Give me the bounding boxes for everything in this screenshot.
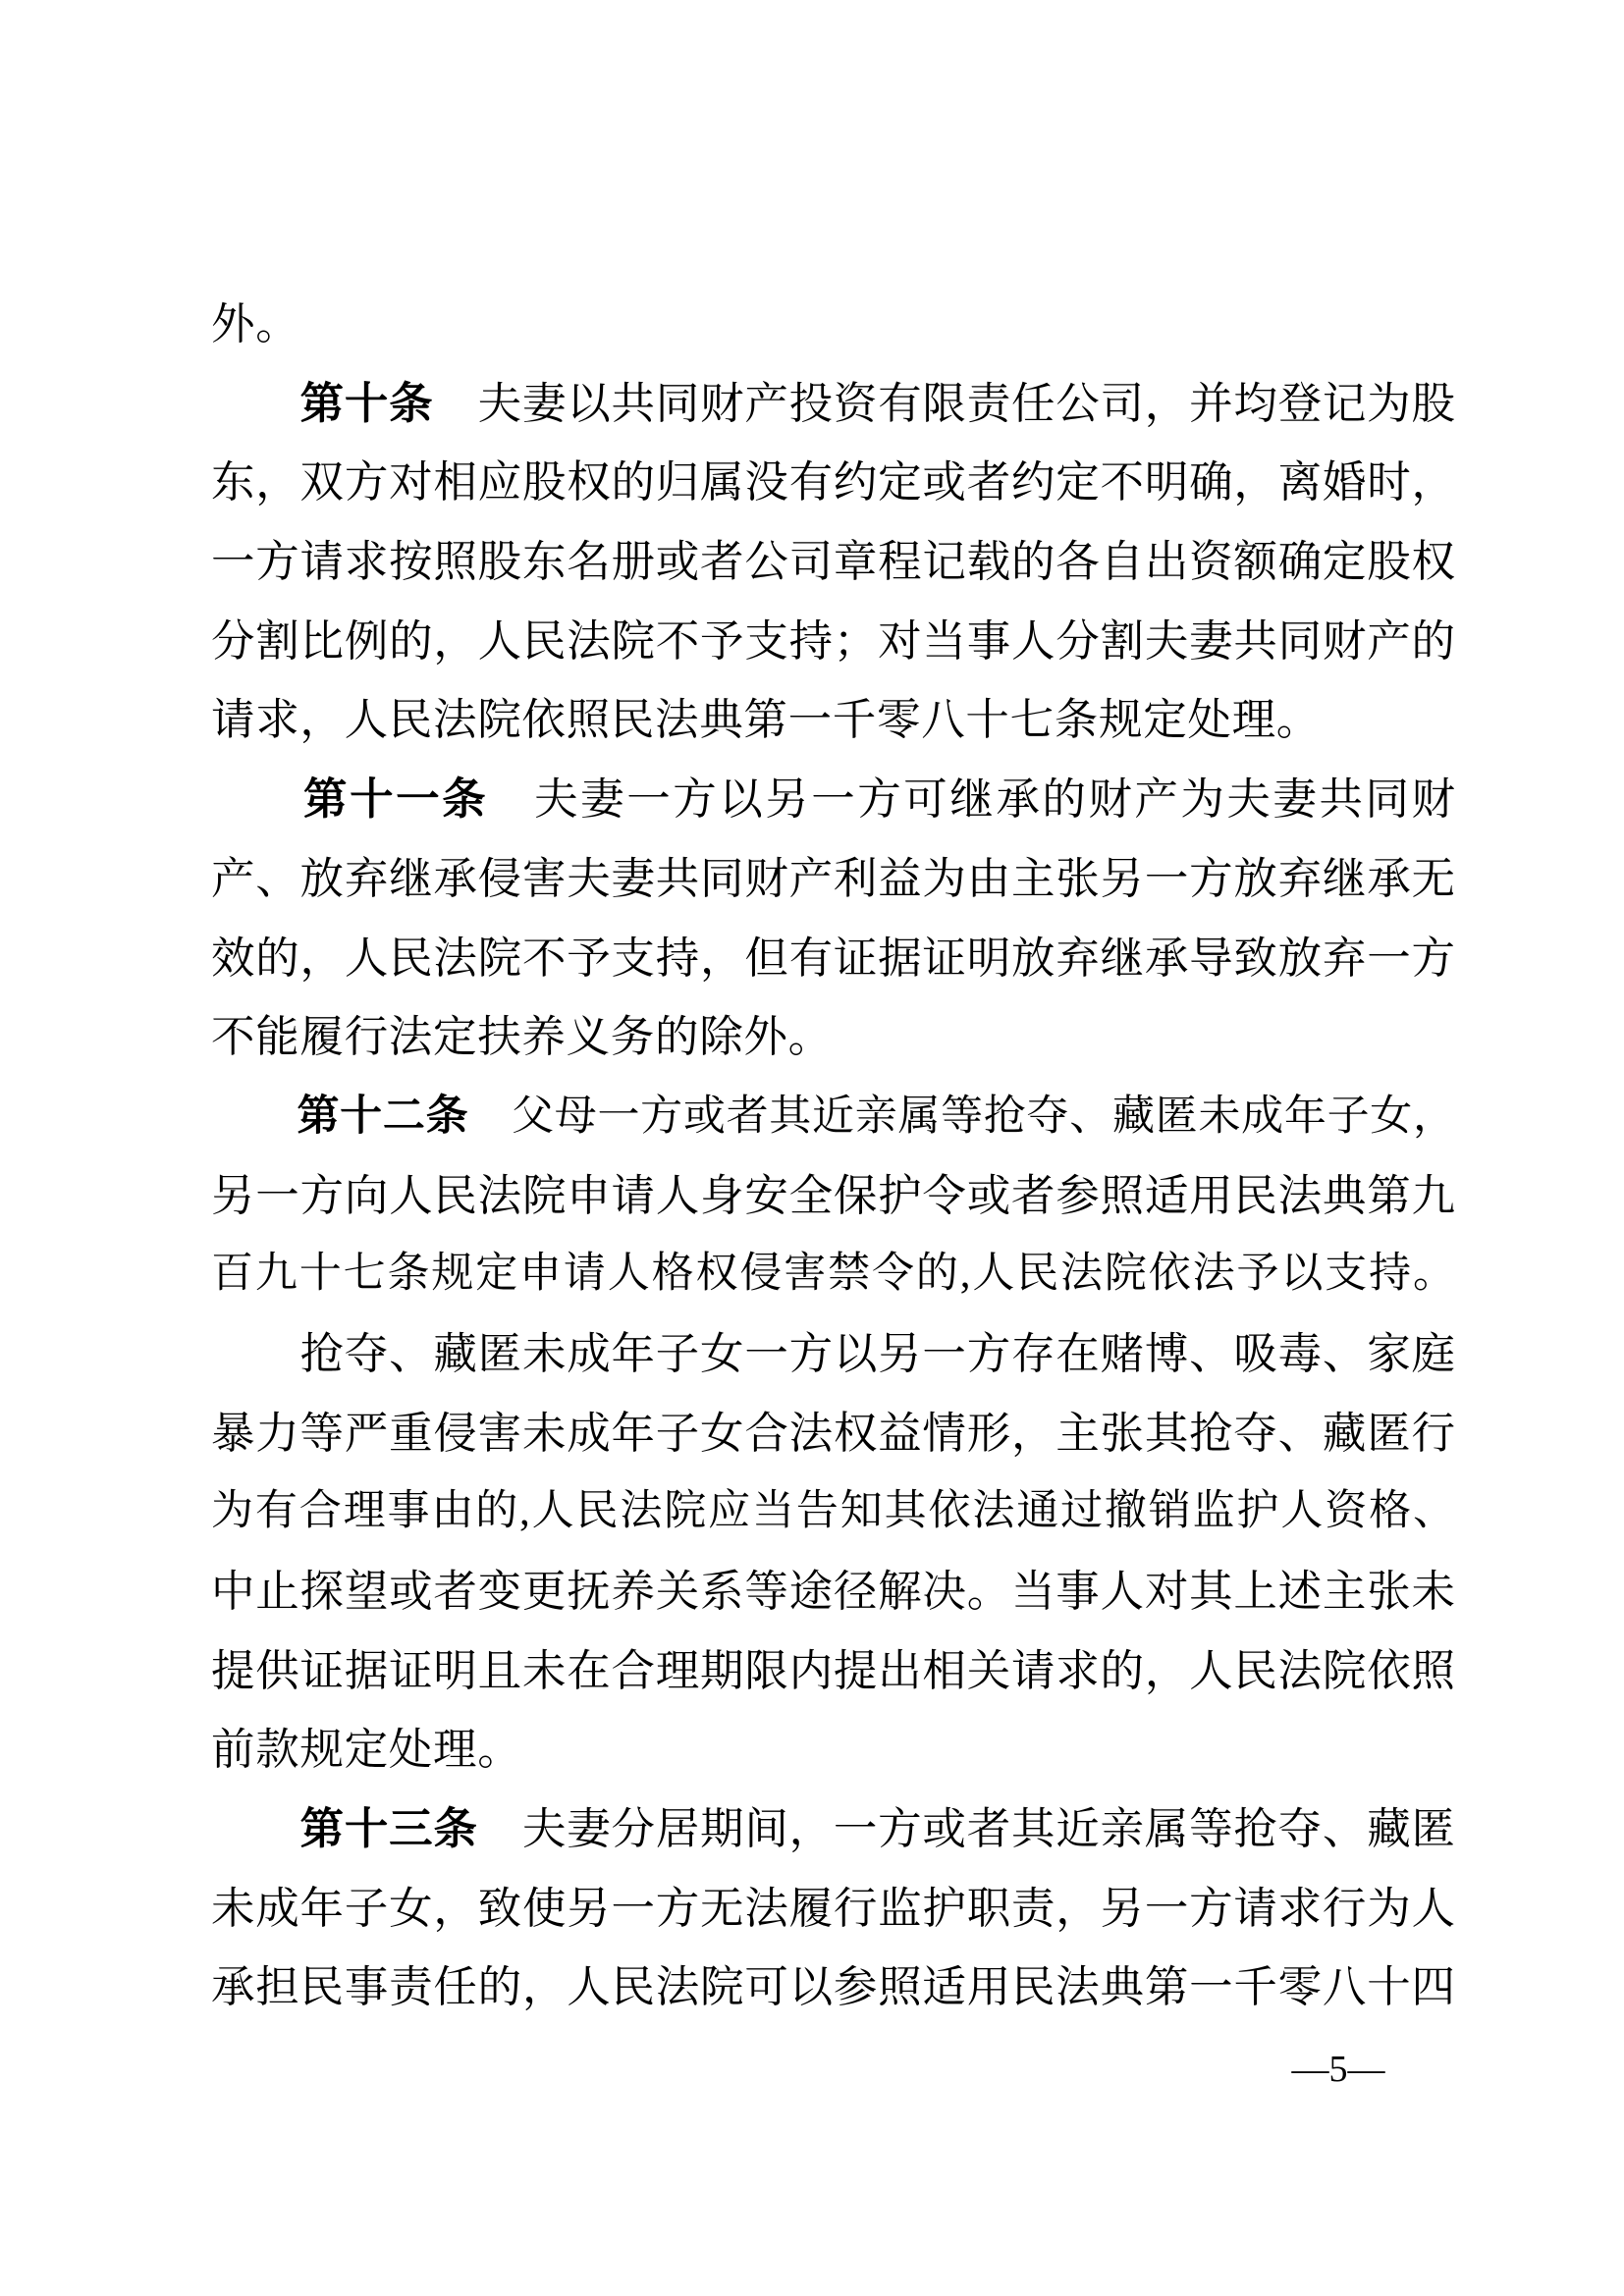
article-number: 第十二条	[297, 1092, 469, 1140]
text-line: 承担民事责任的，人民法院可以参照适用民法典第一千零八十四	[211, 1962, 1455, 2012]
text-line: 另一方向人民法院申请人身安全保护令或者参照适用民法典第九	[211, 1170, 1455, 1220]
text-line: 第十三条 夫妻分居期间，一方或者其近亲属等抢夺、藏匿	[299, 1804, 1455, 1854]
article-number: 第十条	[299, 379, 434, 428]
article-number: 第十一条	[303, 775, 489, 825]
text-line: 提供证据证明且未在合理期限内提出相关请求的，人民法院依照	[211, 1645, 1455, 1695]
text-line: 中止探望或者变更抚养关系等途径解决。当事人对其上述主张未	[211, 1567, 1455, 1616]
text-line: 第十一条 夫妻一方以另一方可继承的财产为夫妻共同财	[303, 774, 1455, 825]
text-line: 产、放弃继承侵害夫妻共同财产利益为由主张另一方放弃继承无	[211, 853, 1455, 903]
text-line: 前款规定处理。	[211, 1725, 522, 1775]
document-body	[211, 285, 1455, 2027]
text-line: 为有合理事由的,人民法院应当告知其依法通过撤销监护人资格、	[211, 1488, 1455, 1535]
text-line: 一方请求按照股东名册或者公司章程记载的各自出资额确定股权	[211, 537, 1455, 587]
text-line: 未成年子女，致使另一方无法履行监护职责，另一方请求行为人	[211, 1883, 1455, 1933]
page-number: —5—	[1291, 2049, 1385, 2090]
text-line: 请求，人民法院依照民法典第一千零八十七条规定处理。	[211, 695, 1322, 745]
text-line: 外。	[211, 299, 300, 348]
text-line: 暴力等严重侵害未成年子女合法权益情形，主张其抢夺、藏匿行	[211, 1408, 1455, 1458]
text-line: 第十二条 父母一方或者其近亲属等抢夺、藏匿未成年子女，	[297, 1092, 1455, 1140]
text-line: 分割比例的，人民法院不予支持；对当事人分割夫妻共同财产的	[211, 615, 1455, 666]
text-line: 百九十七条规定申请人格权侵害禁令的,人民法院依法予以支持。	[211, 1251, 1455, 1298]
article-number: 第十三条	[299, 1805, 478, 1854]
text-line: 不能履行法定扶养义务的除外。	[211, 1012, 833, 1062]
text-line: 抢夺、藏匿未成年子女一方以另一方存在赌博、吸毒、家庭	[299, 1328, 1455, 1378]
text-line: 效的，人民法院不予支持，但有证据证明放弃继承导致放弃一方	[211, 933, 1455, 983]
text-line: 东，双方对相应股权的归属没有约定或者约定不明确，离婚时，	[211, 457, 1455, 507]
text-line: 第十条 夫妻以共同财产投资有限责任公司，并均登记为股	[299, 378, 1455, 428]
